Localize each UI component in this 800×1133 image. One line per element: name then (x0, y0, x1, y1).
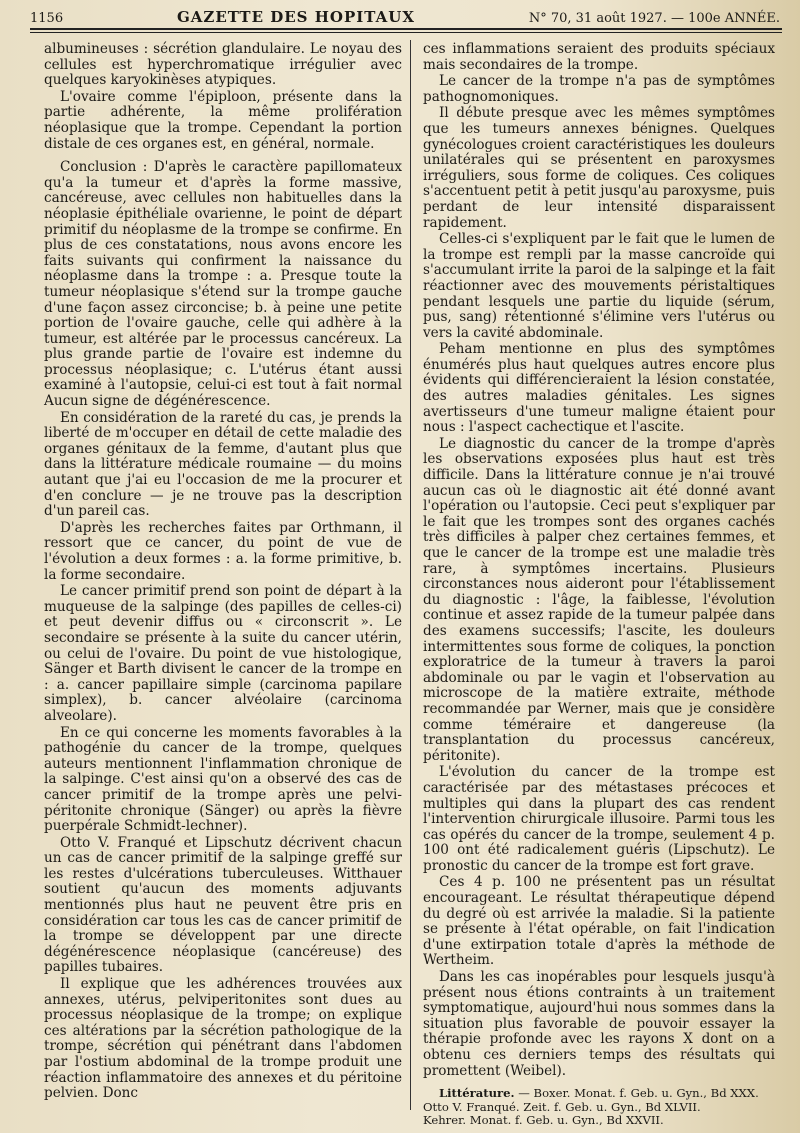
paragraph: Otto V. Franqué et Lipschutz décrivent chacun un cas de cancer primitif de la salpinge greffé sur les restes d'ulcérations tuberculeuses. Witthauer soutient qu'aucun des moments adjuvants mentionnés plus haut ne peuvent être pris en considération car tous les cas de cancer primitif de la trompe se développent par une directe dégénérescence néoplasique (cancéreuse) des papilles tubaires. (44, 834, 402, 976)
reference-item: — Boxer. Monat. f. Geb. u. Gyn., Bd XXX. (518, 1086, 759, 1101)
paragraph: Celles-ci s'expliquent par le fait que le lumen de la trompe est rempli par la masse cancroïde qui s'accumulant irrite la paroi de la salpinge et la fait réactionner avec des mouvements péristaltiques pendant lesquels une partie du liquide (sérum, pus, sang) rétentionné s'élimine vers l'utérus ou vers la cavité abdominale. (423, 231, 775, 341)
references (423, 1087, 775, 1127)
journal-title: GAZETTE DES HOPITAUX (176, 8, 415, 26)
right-column (423, 42, 775, 1127)
reference-item: Otto V. Franqué. Zeit. f. Geb. u. Gyn., Bd XLVII. (423, 1099, 701, 1114)
paragraph: Il débute presque avec les mêmes symptômes que les tumeurs annexes bénignes. Quelques gynécologues croient caractéristiques les douleurs unilatérales qui se présentent en paroxysmes irréguliers, sous forme de coliques. Ces coliques s'accentuent petit à petit jusqu'au paroxysme, puis perdant de leur intensité disparaissent rapidement. (423, 105, 775, 231)
paragraph: Le cancer primitif prend son point de départ à la muqueuse de la salpinge (des papilles de celles-ci) et peut devenir diffus ou « circonscrit ». Le secondaire se présente à la suite du cancer utérin, ou celui de l'ovaire. Du point de vue histologique, Sänger et Barth divisent le cancer de la trompe en : a. cancer papillaire simple (carcinoma papilare simplex), b. cancer alvéolaire (carcinoma alveolare). (44, 583, 402, 724)
header-rule-thin (30, 32, 782, 33)
page-header (30, 4, 780, 26)
paragraph: ces inflammations seraient des produits spéciaux mais secondaires de la trompe. (423, 41, 775, 73)
paragraph: albumineuses : sécrétion glandulaire. Le noyau des cellules est hyperchromatique irrégulier avec quelques karyokinèses atypiques. (44, 41, 402, 89)
paragraph: Le cancer de la trompe n'a pas de symptômes pathognomoniques. (423, 73, 775, 105)
left-column (44, 42, 402, 1103)
header-rule-thick (30, 28, 782, 30)
paragraph: En considération de la rareté du cas, je prends la liberté de m'occuper en détail de cette maladie des organes génitaux de la femme, d'autant plus que dans la littérature médicale roumaine — du moins autant que j'ai eu l'occasion de me la procurer et d'en conclure — je ne trouve pas la description d'un pareil cas. (44, 409, 402, 520)
column-divider (410, 40, 411, 1110)
paragraph: Ces 4 p. 100 ne présentent pas un résultat encourageant. Le résultat thérapeutique dépend du degré où est arrivée la maladie. Si la patiente se présente à l'état opérable, on fait l'indication d'une extirpation totale d'après la méthode de Wertheim. (423, 874, 775, 969)
issue-info: N° 70, 31 août 1927. — 100e ANNÉE. (528, 11, 780, 26)
paragraph: En ce qui concerne les moments favorables à la pathogénie du cancer de la trompe, quelques auteurs mentionnent l'inflammation chronique de la salpinge. C'est ainsi qu'on a observé des cas de cancer primitif de la trompe après une pelvi-péritonite chronique (Sänger) ou après la fièvre puerpérale Schmidt-lechner). (44, 724, 402, 835)
paragraph: Peham mentionne en plus des symptômes énumérés plus haut quelques autres encore plus évidents qui différencieraient la lésion constatée, des autres maladies génitales. Les signes avertisseurs d'une tumeur maligne étaient pour nous : l'aspect cachectique et l'ascite. (423, 341, 775, 436)
reference-item: Kehrer. Monat. f. Geb. u. Gyn., Bd XXVII. (423, 1113, 664, 1127)
conclusion-paragraph: Conclusion : D'après le caractère papillomateux qu'a la tumeur et d'après la forme massive, cancéreuse, avec cellules non habituelles dans la néoplasie épithéliale ovarienne, le point de départ primitif du néoplasme de la trompe se confirme. En plus de ces constatations, nous avons encore les faits suivants qui confirment la naissance du néoplasme dans la trompe : a. Presque toute la tumeur néoplasique s'étend sur la trompe gauche d'une façon assez circoncise; b. à peine une petite portion de l'ovaire gauche, celle qui adhère à la tumeur, est altérée par le processus cancéreux. La plus grande partie de l'ovaire est indemne du processus néoplasique; c. L'utérus étant aussi examiné à l'autopsie, celui-ci est tout à fait normal Aucun signe de dégénérescence. (44, 159, 402, 410)
paragraph: D'après les recherches faites par Orthmann, il ressort que ce cancer, du point de vue de l'évolution a deux formes : a. la forme primitive, b. la forme secondaire. (44, 519, 402, 583)
paragraph: Le diagnostic du cancer de la trompe d'après les observations exposées plus haut est très difficile. Dans la littérature connue je n'ai trouvé aucun cas où le diagnostic ait été donné avant l'opération ou l'autopsie. Ceci peut s'expliquer par le fait que les trompes sont des organes cachés très difficiles à palper chez certaines femmes, et que le cancer de la trompe est une maladie très rare, à symptômes incertains. Plusieurs circonstances nous aideront pour l'établissement du diagnostic : l'âge, la faiblesse, l'évolution continue et assez rapide de la tumeur palpée dans des examens successifs; l'ascite, les douleurs intermittentes sous forme de coliques, la ponction exploratrice de la tumeur à travers la paroi abdominale ou par le vagin et l'observation au microscope de la matière extraite, méthode recommandée par Werner, mais que je considère comme téméraire et dangereuse (la transplantation du processus cancéreux, péritonite). (423, 435, 775, 764)
paragraph: Il explique que les adhérences trouvées aux annexes, utérus, pelviperitonites sont dues au processus néoplasique de la trompe; on explique ces altérations par la sécrétion pathologique de la trompe, sécrétion qui pénétrant dans l'abdomen par l'ostium abdominal de la trompe produit une réaction inflammatoire des annexes et du péritoine pelvien. Donc (44, 976, 402, 1102)
paragraph: L'ovaire comme l'épiploon, présente dans la partie adhérente, la même prolifération néoplasique que la trompe. Cependant la portion distale de ces organes est, en général, normale. (44, 88, 402, 152)
paragraph: L'évolution du cancer de la trompe est caractérisée par des métastases précoces et multiples qui dans la plupart des cas rendent l'intervention chirurgicale illusoire. Parmi tous les cas opérés du cancer de la trompe, seulement 4 p. 100 ont été radicalement guéris (Lipschutz). Le pronostic du cancer de la trompe est fort grave. (423, 764, 775, 874)
references-label: Littérature. (439, 1086, 515, 1101)
page-number: 1156 (30, 11, 64, 26)
paragraph: Dans les cas inopérables pour lesquels jusqu'à présent nous étions contraints à un traitement symptomatique, aujourd'hui nous sommes dans la situation plus favorable de pouvoir essayer la thérapie profonde avec les rayons X dont on a obtenu ces derniers temps des résultats qui promettent (Weibel). (423, 969, 775, 1079)
